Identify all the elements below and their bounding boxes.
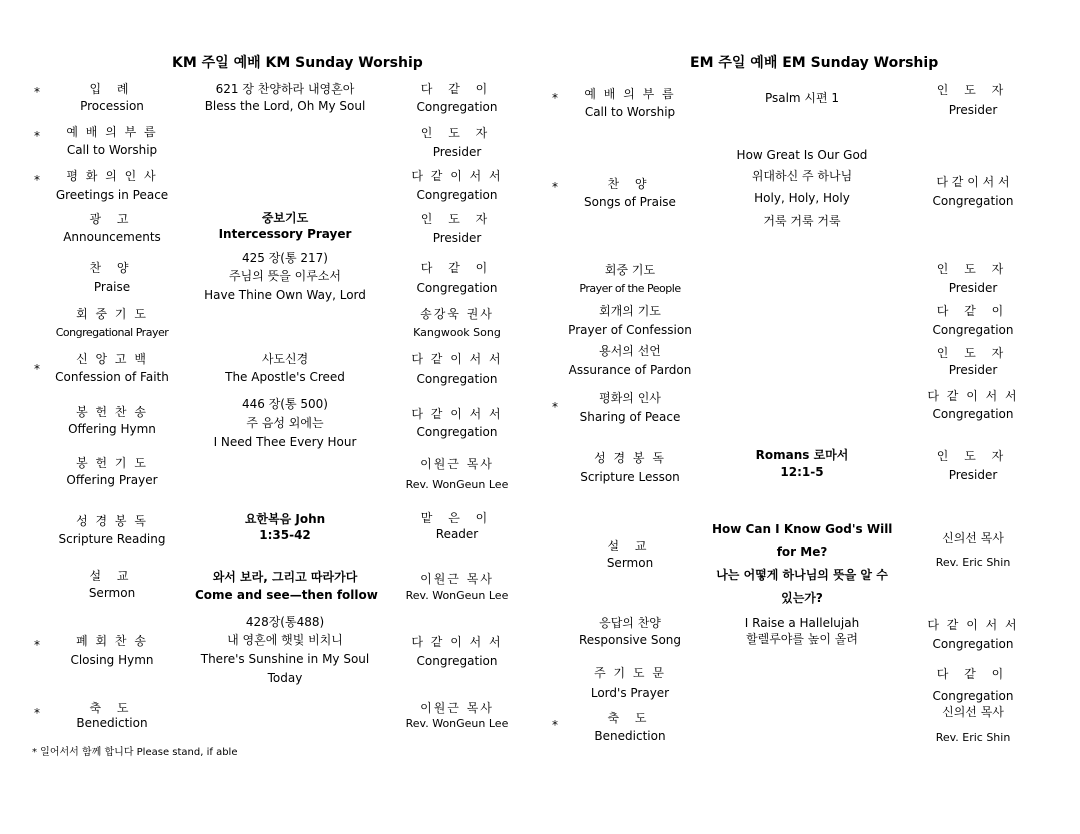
em-leader-english: Congregation	[932, 323, 1014, 337]
em-item-korean: 성 경 봉 독	[594, 451, 666, 465]
km-leader-english: Presider	[432, 231, 482, 245]
km-item-korean: 예 배 의 부 름	[66, 125, 158, 139]
km-leader: 다 같 이 서 서	[411, 169, 503, 183]
stand-marker: *	[34, 173, 40, 187]
em-item-english: Lord's Prayer	[590, 686, 670, 700]
em-leader-english: Presider	[948, 363, 998, 377]
km-item-english: Offering Hymn	[68, 422, 156, 436]
km-detail: 와서 보라, 그리고 따라가다	[212, 570, 358, 584]
km-leader: 다 같 이	[420, 82, 494, 96]
stand-marker: *	[552, 718, 558, 732]
em-detail: How Great Is Our God	[736, 148, 868, 162]
km-item-english: Procession	[80, 99, 144, 113]
km-item-korean: 회 중 기 도	[76, 307, 148, 321]
em-detail: 12:1-5	[780, 465, 824, 479]
em-leader: 다 같 이 서 서	[927, 618, 1019, 632]
em-leader-english: Congregation	[932, 407, 1014, 421]
km-leader: 이원근 목사	[420, 457, 494, 471]
km-detail: Today	[267, 671, 303, 685]
km-detail: 요한복음 John	[244, 512, 326, 526]
em-leader: 다 같 이	[936, 667, 1010, 681]
km-leader: 맡 은 이	[420, 511, 494, 525]
km-leader-english: Congregation	[416, 654, 498, 668]
em-leader-english: Rev. Eric Shin	[935, 731, 1011, 744]
em-detail: 할렐루야를 높이 올려	[746, 632, 858, 646]
km-item-english: Announcements	[63, 230, 161, 244]
km-item-english: Closing Hymn	[70, 653, 154, 667]
km-detail: Bless the Lord, Oh My Soul	[204, 99, 366, 113]
km-leader-english: Rev. WonGeun Lee	[405, 717, 509, 730]
em-item-english: Prayer of the People	[579, 282, 681, 295]
km-detail: 주 음성 외에는	[246, 416, 324, 430]
km-leader: 인 도 자	[420, 212, 494, 226]
km-leader: 송강욱 권사	[420, 307, 494, 321]
em-leader-english: Presider	[948, 281, 998, 295]
em-item-english: Assurance of Pardon	[568, 363, 692, 377]
km-leader-english: Congregation	[416, 425, 498, 439]
em-leader: 인 도 자	[936, 346, 1010, 360]
km-item-english: Confession of Faith	[55, 370, 169, 384]
km-item-korean: 성 경 봉 독	[76, 514, 148, 528]
em-item-english: Scripture Lesson	[580, 470, 680, 484]
stand-marker: *	[34, 129, 40, 143]
em-leader: 다 같 이 서 서	[927, 389, 1019, 403]
em-item-korean: 평화의 인사	[599, 391, 661, 405]
km-leader: 다 같 이	[420, 261, 494, 275]
km-leader: 다 같 이 서 서	[411, 407, 503, 421]
em-item-korean: 응답의 찬양	[599, 616, 661, 630]
em-detail: Holy, Holy, Holy	[754, 191, 850, 205]
km-item-english: Greetings in Peace	[55, 188, 169, 202]
km-title: KM 주일 예배 KM Sunday Worship	[172, 55, 423, 71]
em-item-english: Call to Worship	[584, 105, 676, 119]
stand-marker: *	[34, 362, 40, 376]
em-item-korean: 용서의 선언	[599, 344, 661, 358]
em-leader-english: Congregation	[932, 637, 1014, 651]
km-item-korean: 축 도	[89, 701, 135, 715]
stand-marker: *	[34, 85, 40, 99]
em-item-english: Songs of Praise	[584, 195, 676, 209]
km-detail: Have Thine Own Way, Lord	[204, 288, 366, 302]
em-leader: 신의선 목사	[942, 705, 1004, 719]
km-leader-english: Congregation	[416, 188, 498, 202]
em-detail: 거룩 거룩 거룩	[763, 214, 841, 228]
km-item-korean: 봉 헌 기 도	[76, 456, 148, 470]
em-item-korean: 찬 양	[607, 177, 653, 191]
km-item-english: Call to Worship	[66, 143, 158, 157]
stand-marker: *	[552, 91, 558, 105]
km-leader: 다 같 이 서 서	[411, 635, 503, 649]
em-item-english: Benediction	[594, 729, 666, 743]
km-detail: 621 장 찬양하라 내영혼아	[215, 82, 355, 96]
em-leader: 다 같 이	[936, 304, 1010, 318]
km-leader-english: Rev. WonGeun Lee	[405, 589, 509, 602]
km-item-english: Sermon	[88, 586, 136, 600]
em-item-korean: 축 도	[607, 711, 653, 725]
em-item-korean: 회개의 기도	[599, 304, 661, 318]
km-detail: Intercessory Prayer	[218, 227, 352, 241]
em-leader: 신의선 목사	[942, 531, 1004, 545]
em-detail: Psalm 시편 1	[764, 91, 840, 105]
km-detail: 사도신경	[261, 352, 309, 366]
km-item-korean: 입 례	[89, 82, 135, 96]
footnote: * 일어서서 함께 합니다 Please stand, if able	[32, 747, 238, 758]
km-leader: 인 도 자	[420, 126, 494, 140]
km-item-korean: 폐 회 찬 송	[76, 634, 148, 648]
stand-marker: *	[552, 180, 558, 194]
stand-marker: *	[34, 638, 40, 652]
km-item-korean: 평 화 의 인 사	[66, 169, 158, 183]
em-item-korean: 설 교	[607, 539, 653, 553]
km-detail: There's Sunshine in My Soul	[200, 652, 370, 666]
em-detail: 나는 어떻게 하나님의 뜻을 알 수	[716, 568, 888, 582]
km-item-english: Scripture Reading	[58, 532, 166, 546]
km-detail: 1:35-42	[259, 528, 311, 542]
em-item-korean: 예 배 의 부 름	[584, 87, 676, 101]
stand-marker: *	[552, 400, 558, 414]
km-leader-english: Reader	[435, 527, 479, 541]
em-leader: 인 도 자	[936, 449, 1010, 463]
km-item-korean: 봉 헌 찬 송	[76, 405, 148, 419]
em-detail: for Me?	[776, 545, 828, 559]
em-leader-english: Congregation	[932, 194, 1014, 208]
em-item-english: Sermon	[606, 556, 654, 570]
km-detail: 내 영혼에 햇빛 비치니	[227, 633, 343, 647]
em-detail: Romans 로마서	[755, 448, 849, 462]
stand-marker: *	[34, 706, 40, 720]
km-detail: 446 장(통 500)	[242, 397, 328, 411]
em-item-english: Responsive Song	[578, 633, 682, 647]
em-leader: 인 도 자	[936, 262, 1010, 276]
km-leader: 다 같 이 서 서	[411, 352, 503, 366]
em-leader-english: Rev. Eric Shin	[935, 556, 1011, 569]
km-leader-english: Congregation	[416, 372, 498, 386]
km-detail: 425 장(통 217)	[242, 251, 328, 265]
em-leader-english: Presider	[948, 468, 998, 482]
em-detail: 위대하신 주 하나님	[751, 169, 853, 183]
em-detail: 있는가?	[781, 591, 823, 605]
km-leader: 이원근 목사	[420, 572, 494, 586]
em-item-korean: 주 기 도 문	[594, 666, 666, 680]
em-leader-english: Presider	[948, 103, 998, 117]
em-title: EM 주일 예배 EM Sunday Worship	[690, 55, 939, 71]
km-item-english: Offering Prayer	[66, 473, 158, 487]
km-item-english: Benediction	[76, 716, 148, 730]
km-leader-english: Rev. WonGeun Lee	[405, 478, 509, 491]
km-detail: 중보기도	[261, 211, 309, 225]
km-item-korean: 찬 양	[89, 261, 135, 275]
km-detail: 주님의 뜻을 이루소서	[229, 269, 341, 283]
km-leader-english: Congregation	[416, 100, 498, 114]
km-leader: 이원근 목사	[420, 701, 494, 715]
em-leader: 인 도 자	[936, 83, 1010, 97]
km-leader-english: Kangwook Song	[413, 326, 501, 339]
km-item-english: Congregational Prayer	[55, 326, 169, 339]
em-detail: I Raise a Hallelujah	[744, 616, 860, 630]
km-item-english: Praise	[93, 280, 131, 294]
em-leader: 다 같 이 서 서	[936, 175, 1010, 189]
km-detail: I Need Thee Every Hour	[213, 435, 357, 449]
km-item-korean: 신 앙 고 백	[76, 352, 148, 366]
km-item-korean: 설 교	[89, 569, 135, 583]
em-item-english: Sharing of Peace	[579, 410, 681, 424]
km-detail: The Apostle's Creed	[225, 370, 345, 384]
em-leader-english: Congregation	[932, 689, 1014, 703]
km-leader-english: Presider	[432, 145, 482, 159]
km-item-korean: 광 고	[89, 212, 135, 226]
km-leader-english: Congregation	[416, 281, 498, 295]
em-detail: How Can I Know God's Will	[712, 522, 893, 536]
em-item-korean: 회중 기도	[604, 263, 656, 277]
km-detail: 428장(통488)	[245, 615, 325, 629]
em-item-english: Prayer of Confession	[568, 323, 692, 337]
km-detail: Come and see—then follow	[195, 588, 378, 602]
